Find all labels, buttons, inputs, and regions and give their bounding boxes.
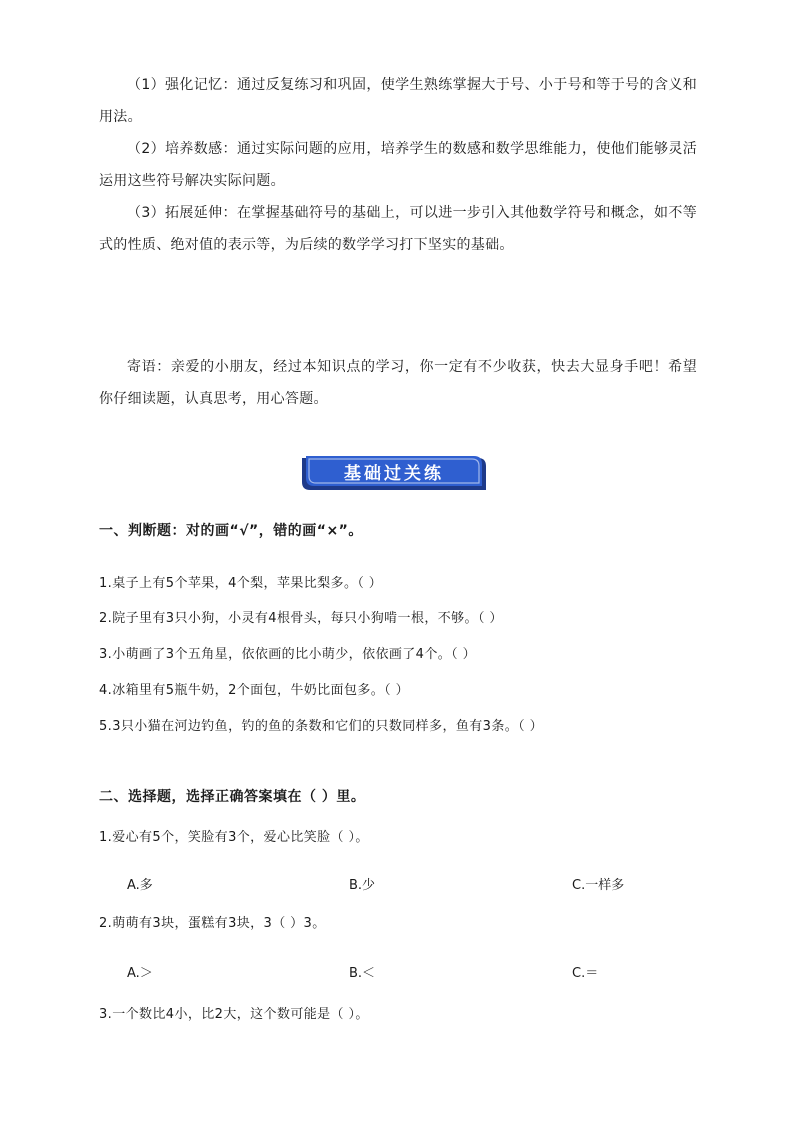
intro-paragraph-3: （3）拓展延伸：在掌握基础符号的基础上，可以进一步引入其他数学符号和概念，如不等式的性质、绝对值的表示等，为后续的数学学习打下坚实的基础。 [99, 205, 697, 253]
judgment-item-4: 4.冰箱里有5瓶牛奶，2个面包，牛奶比面包多。（ ） [99, 683, 409, 698]
choice-question-3: 3.一个数比4小，比2大，这个数可能是（ ）。 [99, 1007, 369, 1022]
q2-option-b: B.＜ [349, 966, 376, 981]
q1-option-a: A.多 [127, 878, 153, 893]
choice-question-2: 2.萌萌有3块，蛋糕有3块，3（ ）3。 [99, 916, 326, 931]
choice-question-1: 1.爱心有5个，笑脸有3个，爱心比笑脸（ ）。 [99, 830, 369, 845]
encouragement-message: 寄语：亲爱的小朋友，经过本知识点的学习，你一定有不少收获，快去大显身手吧！希望你仔细读题，认真思考，用心答题。 [99, 359, 697, 407]
q1-option-b: B.少 [349, 878, 376, 893]
section-banner [302, 456, 486, 492]
q2-option-c: C.＝ [572, 966, 599, 981]
judgment-item-3: 3.小萌画了3个五角星，依依画的比小萌少，依依画了4个。（ ） [99, 647, 476, 662]
q1-option-c: C.一样多 [572, 878, 625, 893]
intro-paragraph-1: （1）强化记忆：通过反复练习和巩固，使学生熟练掌握大于号、小于号和等于号的含义和用法。 [99, 77, 697, 125]
section1-heading: 一、判断题：对的画“√”，错的画“×”。 [99, 523, 363, 539]
judgment-item-2: 2.院子里有3只小狗，小灵有4根骨头，每只小狗啃一根，不够。（ ） [99, 611, 503, 626]
section2-heading: 二、选择题，选择正确答案填在（ ）里。 [99, 789, 366, 805]
banner-title: 基础过关练 [344, 464, 444, 484]
q2-option-a: A.＞ [127, 966, 153, 981]
judgment-item-1: 1.桌子上有5个苹果，4个梨，苹果比梨多。（ ） [99, 576, 383, 591]
intro-paragraph-2: （2）培养数感：通过实际问题的应用，培养学生的数感和数学思维能力，使他们能够灵活运用这些符号解决实际问题。 [99, 141, 697, 189]
judgment-item-5: 5.3只小猫在河边钓鱼，钓的鱼的条数和它们的只数同样多，鱼有3条。（ ） [99, 719, 543, 734]
